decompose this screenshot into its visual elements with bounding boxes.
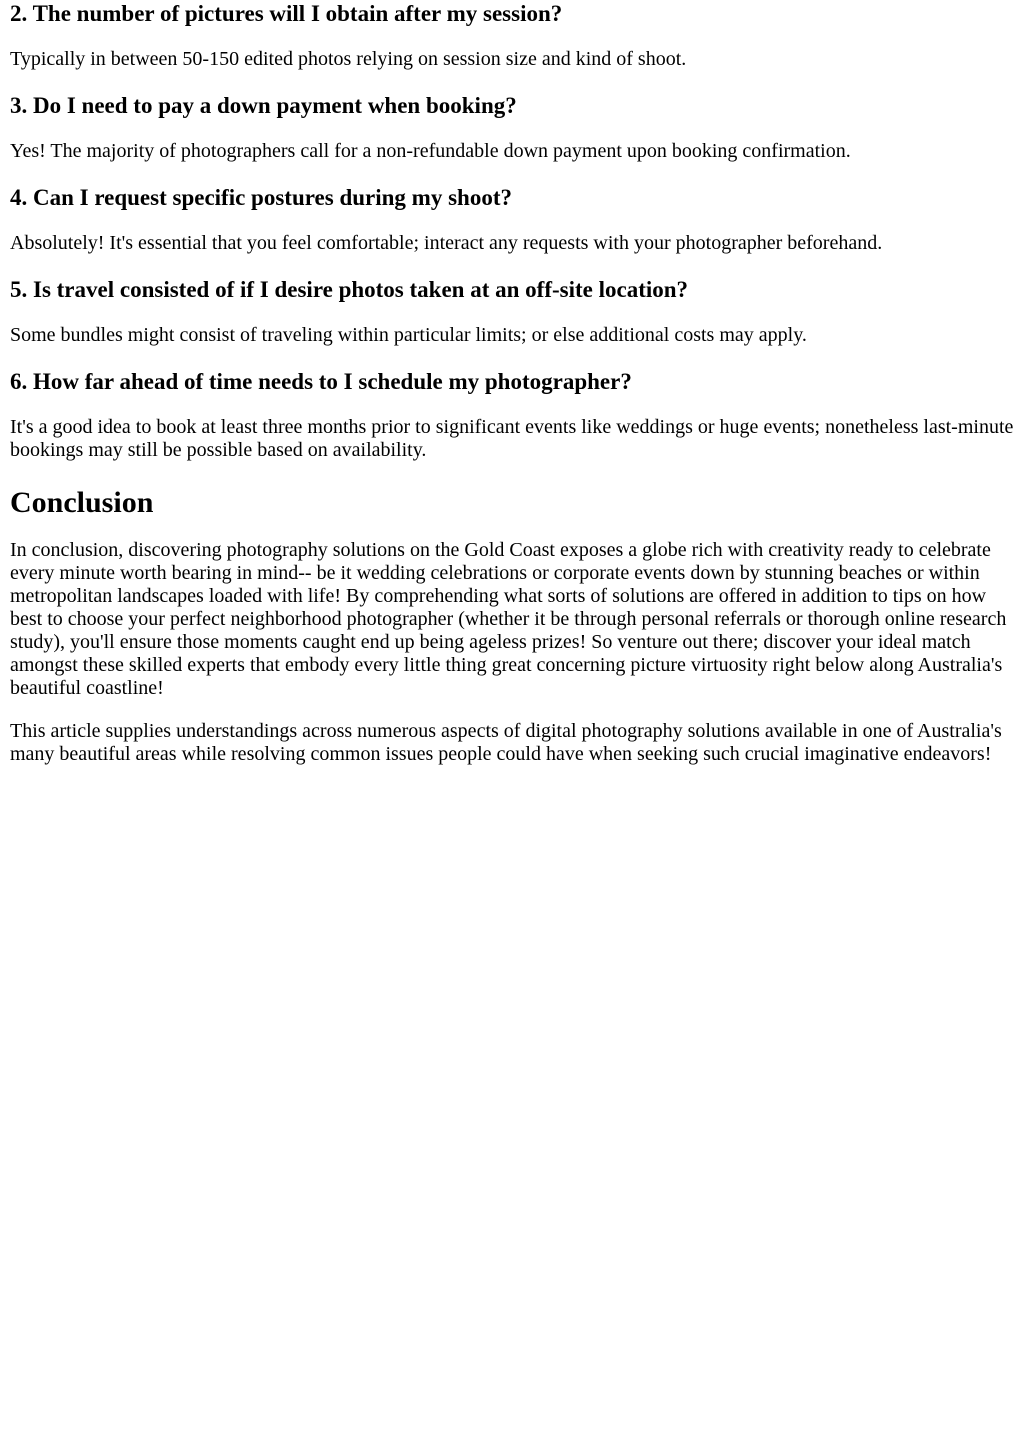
faq-question: 6. How far ahead of time needs to I schedule my photographer?	[10, 369, 632, 394]
faq-question: 4. Can I request specific postures during my shoot?	[10, 185, 512, 210]
conclusion-paragraph: In conclusion, discovering photography solutions on the Gold Coast exposes a globe rich with creativity ready to celebrate every minute worth bearing in mind-- be it wedding celebrations or corporate events down by stunning beaches or within metropolitan landscapes loaded with life! By comprehending what sorts of solutions are offered in addition to tips on how best to choose your perfect neighborhood photographer (whether it be through personal referrals or thorough online research study), you'll ensure those moments caught end up being ageless prizes! So venture out there; discover your ideal match amongst these skilled experts that embody every little thing great concerning picture virtuosity right below along Australia's beautiful coastline!	[10, 539, 1007, 699]
conclusion-heading: Conclusion	[10, 486, 154, 519]
faq-item-2	[10, 0, 1014, 71]
conclusion-paragraph: This article supplies understandings across numerous aspects of digital photography solutions available in one of Australia's many beautiful areas while resolving common issues people could have when seeking such crucial imaginative endeavors!	[10, 720, 1002, 765]
faq-answer: It's a good idea to book at least three months prior to significant events like weddings or huge events; nonetheless last-minute bookings may still be possible based on availability.	[10, 416, 1014, 461]
faq-answer: Yes! The majority of photographers call for a non-refundable down payment upon booking confirmation.	[10, 140, 851, 162]
faq-question: 3. Do I need to pay a down payment when booking?	[10, 93, 517, 118]
faq-answer: Some bundles might consist of traveling within particular limits; or else additional costs may apply.	[10, 324, 807, 346]
faq-item-4	[10, 184, 1014, 255]
conclusion-section	[10, 485, 1014, 766]
faq-question: 5. Is travel consisted of if I desire photos taken at an off-site location?	[10, 277, 689, 302]
faq-answer: Absolutely! It's essential that you feel comfortable; interact any requests with your photographer beforehand.	[10, 232, 883, 254]
faq-answer: Typically in between 50-150 edited photos relying on session size and kind of shoot.	[10, 48, 687, 70]
faq-item-6	[10, 368, 1014, 462]
faq-item-5	[10, 276, 1014, 347]
faq-item-3	[10, 92, 1014, 163]
faq-question: 2. The number of pictures will I obtain after my session?	[10, 1, 563, 26]
